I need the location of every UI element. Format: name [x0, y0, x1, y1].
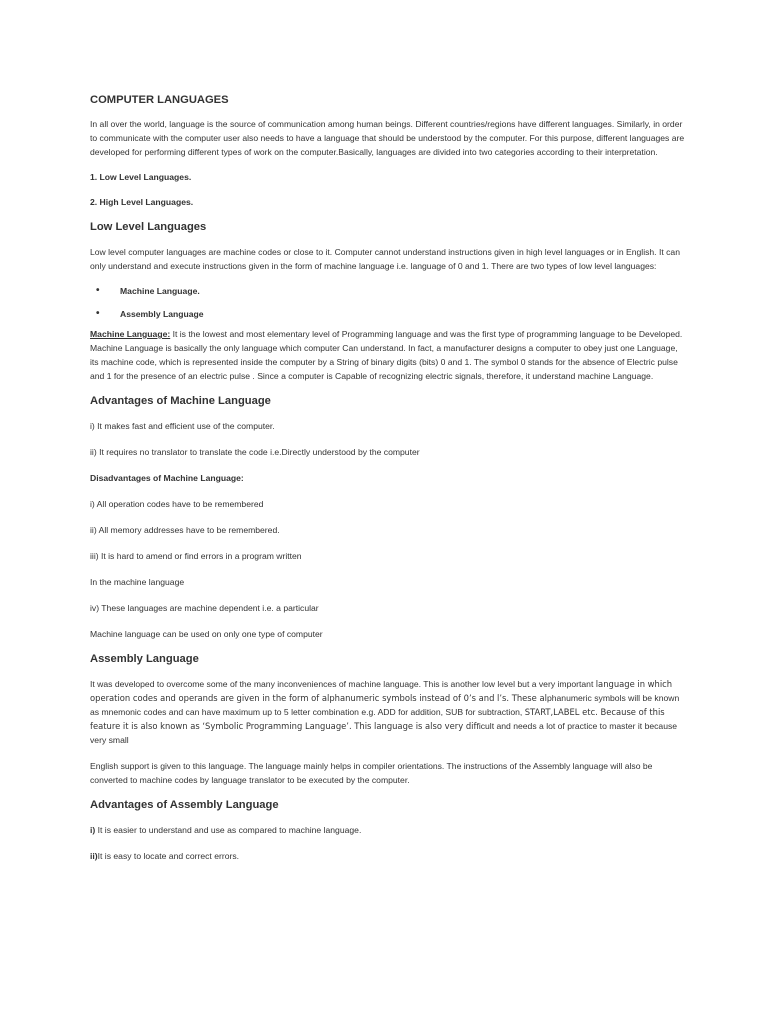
assembly-line-1: It was developed to overcome some of the many inconveniences of machine language. This is another low level but a very important — [90, 679, 594, 689]
assembly-line-5: ficult and needs a lot of practice to master it because very small — [90, 721, 678, 745]
adv-assembly-item-2-text: It is easy to locate and correct errors. — [97, 851, 240, 861]
low-level-paragraph: Low level computer languages are machine codes or close to it. Computer cannot understand instructions given in high level languages or in English. It can only understand and execute instructions given in the form of machine language i.e. language of 0 and 1. There are two types of low level languages: — [90, 247, 680, 271]
disadv-machine-item-2: ii) All memory addresses have to be remembered. — [90, 525, 280, 535]
assembly-paragraph-1 — [90, 677, 685, 747]
category-high-level: 2. High Level Languages. — [90, 197, 194, 207]
category-low-level: 1. Low Level Languages. — [90, 172, 192, 182]
adv-machine-item-2: ii) It requires no translator to translate the code i.e.Directly understood by the computer — [90, 447, 420, 457]
disadv-machine-heading: Disadvantages of Machine Language: — [90, 473, 244, 483]
page-title: COMPUTER LANGUAGES — [90, 94, 229, 106]
assembly-line-3: phanumeric symbols will be known as mnemonic codes and can have maximum up to 5 letter combination e.g. ADD for addition, SUB for subtraction, — [90, 693, 680, 717]
adv-assembly-item-1-label: i) — [90, 825, 96, 835]
machine-language-text: It is the lowest and most elementary level of Programming language and was the first type of programming language to be Developed. Machine Language is basically the only language which computer Can understand. In fact, a manufacturer designs a computer to obey just one Language, its machine code, which is represented inside the computer by a String of binary digits (bits) 0 and 1. The symbol 0 stands for the absence of Electric pulse and 1 for the presence of an electric pulse . Since a computer is Capable of recognizing electric signals, therefore, it understand machine Language. — [90, 329, 683, 381]
list-item-machine-language: • Machine Language. — [90, 284, 685, 298]
adv-assembly-item-2-label: ii) — [90, 851, 98, 861]
assembly-line-2: language in which operation codes and operands are given in the form of alphanumeric symbols instead of 0’s and l’s. These al — [90, 679, 673, 703]
list-item-assembly-language: • Assembly Language — [90, 307, 685, 321]
disadv-machine-item-4: iv) These languages are machine dependent i.e. a particular — [90, 603, 319, 613]
adv-assembly-item-2 — [90, 849, 685, 863]
machine-language-label: Machine Language: — [90, 329, 171, 339]
disadv-machine-item-4-cont: Machine language can be used on only one type of computer — [90, 629, 323, 639]
adv-machine-heading: Advantages of Machine Language — [90, 395, 271, 407]
disadv-machine-item-3: iii) It is hard to amend or find errors in a program written — [90, 551, 302, 561]
disadv-machine-item-3-cont: In the machine language — [90, 577, 185, 587]
adv-assembly-heading: Advantages of Assembly Language — [90, 799, 279, 811]
document-content — [90, 93, 685, 863]
assembly-paragraph-2: English support is given to this language. The language mainly helps in compiler orientations. The instructions of the Assembly language will also be converted to machine codes by language translator to be executed by the computer. — [90, 761, 653, 785]
low-level-types-list — [90, 284, 685, 321]
low-level-heading: Low Level Languages — [90, 221, 207, 233]
assembly-heading: Assembly Language — [90, 653, 199, 665]
adv-assembly-item-1 — [90, 823, 685, 837]
disadv-machine-item-1: i) All operation codes have to be remembered — [90, 499, 264, 509]
adv-machine-item-1: i) It makes fast and efficient use of the computer. — [90, 421, 275, 431]
adv-assembly-item-1-text: It is easier to understand and use as compared to machine language. — [95, 825, 362, 835]
machine-language-paragraph — [90, 327, 685, 383]
intro-paragraph: In all over the world, language is the source of communication among human beings. Different countries/regions have different languages. Similarly, in order to communicate with the computer user also needs to have a language that should be understood by the computer. For this purpose, different languages are developed for performing different types of work on the computer.Basically, languages are divided into two categories according to their interpretation. — [90, 119, 685, 157]
assembly-line-4: START,LABEL etc. Because of this feature it is also known as ‘Symbolic Programming Language’. This language is also very dif — [90, 707, 665, 731]
